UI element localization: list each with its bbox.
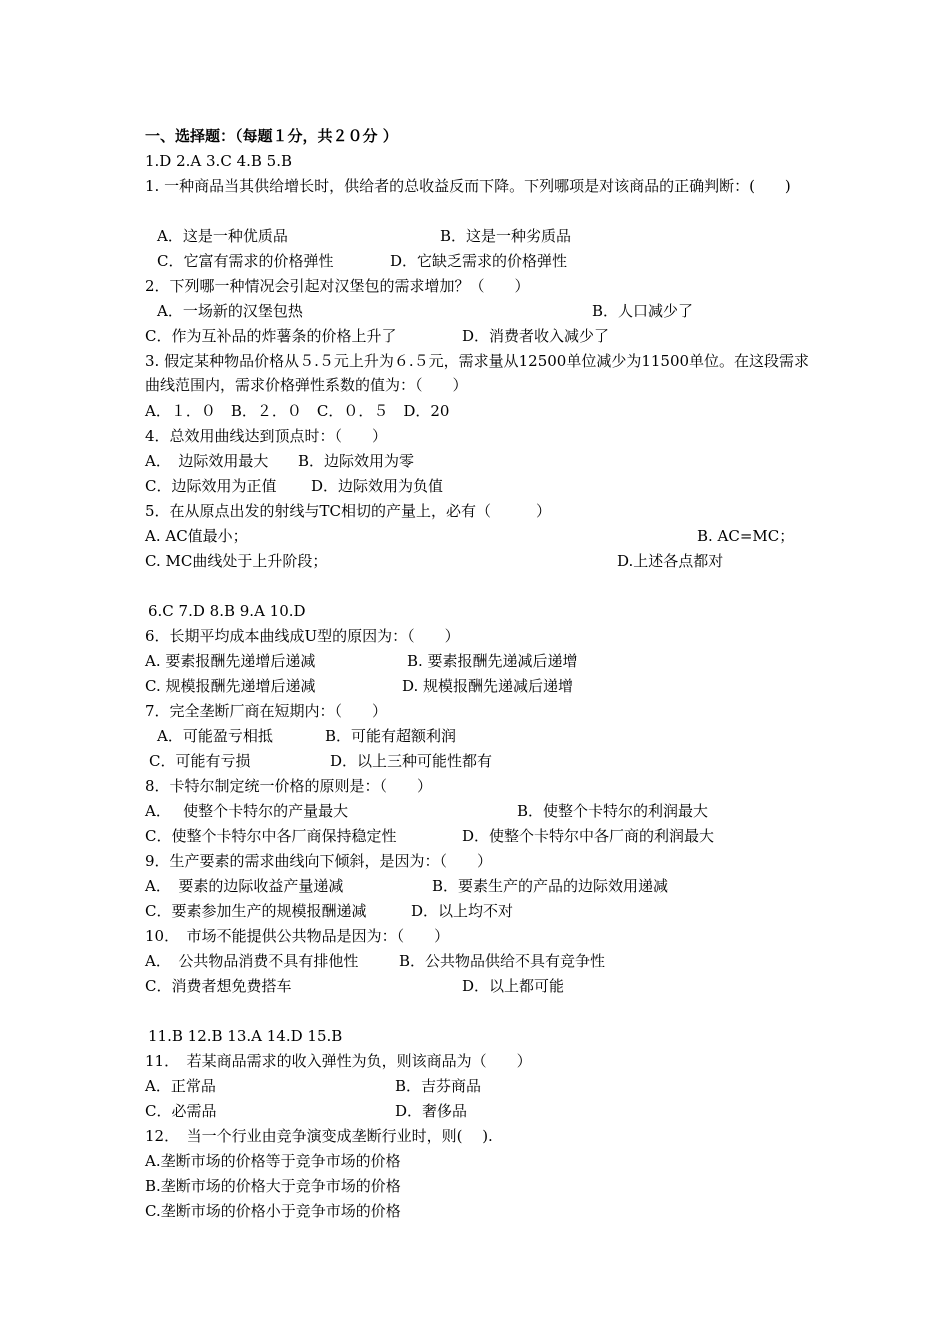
question-3-options: A．１．０ B．２．０ C．０．５ D．20	[145, 402, 450, 420]
question-4-option-b: B．边际效用为零	[298, 452, 415, 470]
section-title: 一、选择题：（每题１分，共２０分 ）	[145, 127, 398, 145]
answer-key-11-15: 11.B 12.B 13.A 14.D 15.B	[148, 1027, 343, 1045]
question-6-option-a: A. 要素报酬先递增后递减	[145, 652, 316, 670]
question-6-option-d: D. 规模报酬先递减后递增	[402, 677, 574, 695]
question-8-option-b: B．使整个卡特尔的利润最大	[517, 802, 709, 820]
question-9-option-c: C．要素参加生产的规模报酬递减	[145, 902, 367, 920]
question-11-stem: 11． 若某商品需求的收入弹性为负，则该商品为（ ）	[145, 1052, 532, 1070]
question-1-option-d: D．它缺乏需求的价格弹性	[390, 252, 568, 270]
question-5-option-c: C. MC曲线处于上升阶段；	[145, 552, 328, 570]
question-4-option-c: C．边际效用为正值	[145, 477, 277, 495]
answer-key-1-5: 1.D 2.A 3.C 4.B 5.B	[145, 152, 293, 170]
question-2-option-d: D．消费者收入减少了	[462, 327, 610, 345]
question-9-option-a: A． 要素的边际收益产量递减	[145, 877, 344, 895]
question-7-option-b: B．可能有超额利润	[325, 727, 457, 745]
question-7-stem: 7．完全垄断厂商在短期内：（ ）	[145, 702, 388, 720]
question-11-option-b: B．吉芬商品	[395, 1077, 482, 1095]
question-11-option-d: D．奢侈品	[395, 1102, 468, 1120]
question-7-option-c: C．可能有亏损	[149, 752, 251, 770]
question-11-option-a: A．正常品	[145, 1077, 216, 1095]
question-12-option-a: A.垄断市场的价格等于竞争市场的价格	[145, 1152, 401, 1170]
question-2-option-c: C．作为互补品的炸薯条的价格上升了	[145, 327, 397, 345]
question-12-option-c: C.垄断市场的价格小于竞争市场的价格	[145, 1202, 401, 1220]
question-1-option-a: A．这是一种优质品	[157, 227, 288, 245]
question-8-option-a: A． 使整个卡特尔的产量最大	[145, 802, 349, 820]
question-2-option-b: B．人口减少了	[592, 302, 694, 320]
question-5-option-a: A. AC值最小；	[145, 527, 248, 545]
question-10-option-c: C．消费者想免费搭车	[145, 977, 292, 995]
question-1-stem: 1. 一种商品当其供给增长时，供给者的总收益反而下降。下列哪项是对该商品的正确判断：( )	[145, 177, 791, 195]
question-9-stem: 9．生产要素的需求曲线向下倾斜，是因为：（ ）	[145, 852, 493, 870]
question-7-option-d: D．以上三种可能性都有	[330, 752, 493, 770]
question-6-option-b: B. 要素报酬先递减后递增	[407, 652, 578, 670]
question-5-option-d: D.上述各点都对	[617, 552, 724, 570]
question-6-stem: 6．长期平均成本曲线成U型的原因为：（ ）	[145, 627, 460, 645]
answer-key-6-10: 6.C 7.D 8.B 9.A 10.D	[148, 602, 306, 620]
question-1-option-b: B．这是一种劣质品	[440, 227, 572, 245]
question-8-option-d: D．使整个卡特尔中各厂商的利润最大	[462, 827, 715, 845]
question-2-option-a: A．一场新的汉堡包热	[157, 302, 303, 320]
question-4-stem: 4．总效用曲线达到顶点时：（ ）	[145, 427, 388, 445]
question-6-option-c: C. 规模报酬先递增后递减	[145, 677, 316, 695]
question-10-option-a: A． 公共物品消费不具有排他性	[145, 952, 359, 970]
question-9-option-d: D．以上均不对	[411, 902, 514, 920]
question-2-stem: 2．下列哪一种情况会引起对汉堡包的需求增加？（ ）	[145, 277, 530, 295]
question-3-stem: 3. 假定某种物品价格从５.５元上升为６.５元，需求量从12500单位减少为11500单位。在这段需求曲线范围内，需求价格弹性系数的值为：（ ）	[145, 352, 810, 394]
question-11-option-c: C．必需品	[145, 1102, 217, 1120]
question-12-stem: 12． 当一个行业由竞争演变成垄断行业时，则( ).	[145, 1127, 493, 1145]
question-4-option-a: A． 边际效用最大	[145, 452, 269, 470]
question-10-option-b: B．公共物品供给不具有竞争性	[399, 952, 606, 970]
question-10-stem: 10． 市场不能提供公共物品是因为：（ ）	[145, 927, 450, 945]
question-7-option-a: A．可能盈亏相抵	[157, 727, 273, 745]
question-10-option-d: D．以上都可能	[462, 977, 565, 995]
question-9-option-b: B．要素生产的产品的边际效用递减	[432, 877, 669, 895]
question-8-option-c: C．使整个卡特尔中各厂商保持稳定性	[145, 827, 397, 845]
question-8-stem: 8．卡特尔制定统一价格的原则是：（ ）	[145, 777, 433, 795]
question-12-option-b: B.垄断市场的价格大于竞争市场的价格	[145, 1177, 401, 1195]
question-1-option-c: C．它富有需求的价格弹性	[157, 252, 334, 270]
question-5-option-b: B. AC=MC；	[697, 527, 795, 545]
question-4-option-d: D．边际效用为负值	[311, 477, 444, 495]
question-5-stem: 5．在从原点出发的射线与TC相切的产量上，必有（ ）	[145, 502, 552, 520]
